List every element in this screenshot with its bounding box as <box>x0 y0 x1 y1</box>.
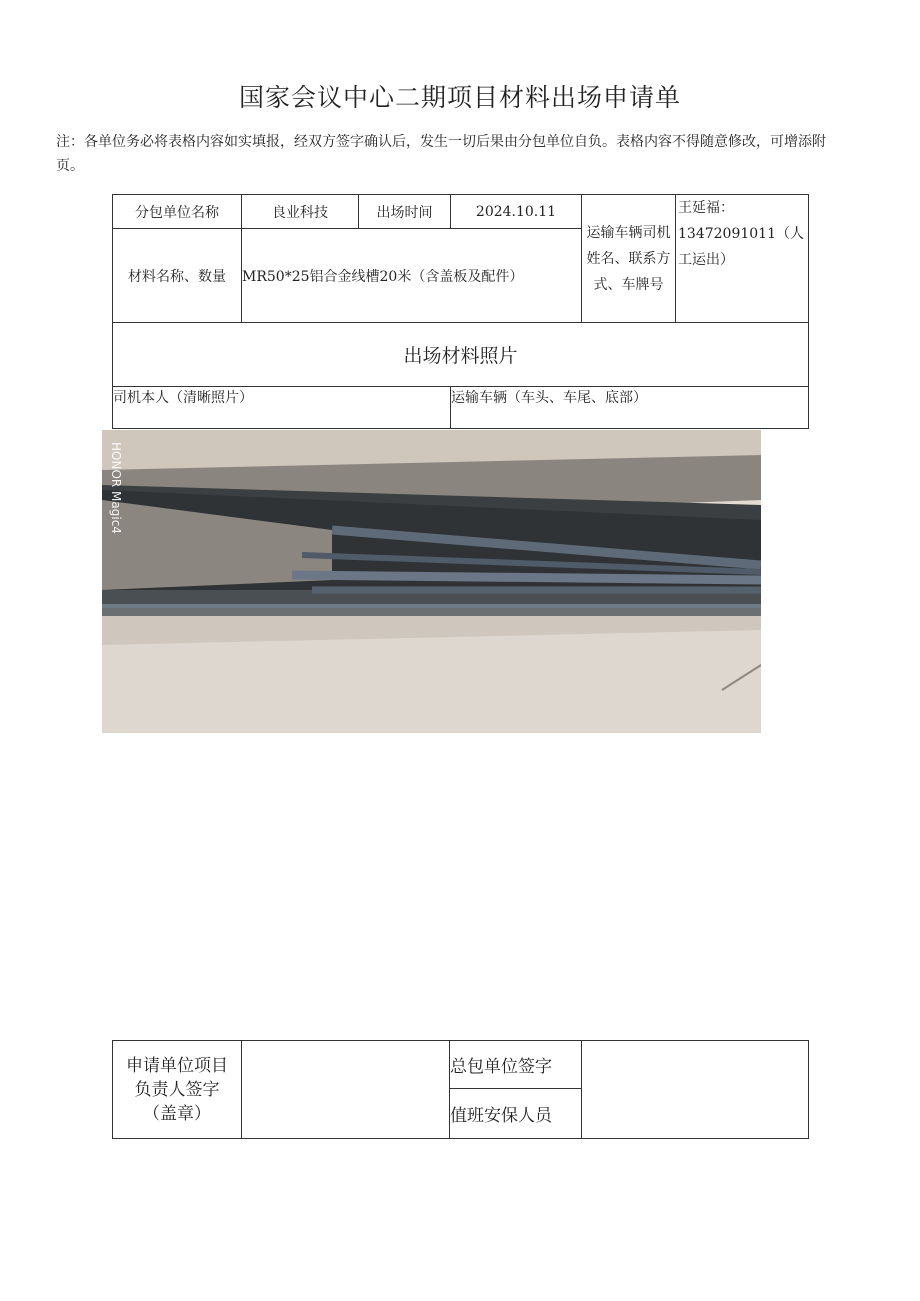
signature-table <box>112 1040 809 1139</box>
document-title: 国家会议中心二期项目材料出场申请单 <box>238 83 681 112</box>
general-contractor-label: 总包单位签字 <box>450 1041 582 1089</box>
application-form-table <box>112 194 809 429</box>
material-label: 材料名称、数量 <box>113 229 242 323</box>
security-staff-label: 值班安保人员 <box>450 1089 582 1139</box>
vehicle-photo-label: 运输车辆（车头、车尾、底部） <box>451 387 809 429</box>
applicant-signature-label: 申请单位项目负责人签字（盖章） <box>113 1041 242 1139</box>
applicant-signature-field[interactable] <box>242 1041 450 1139</box>
material-value: MR50*25铝合金线槽20米（含盖板及配件） <box>242 229 582 323</box>
exit-time-label: 出场时间 <box>359 195 451 229</box>
driver-info-value: 王延福：13472091011（人工运出） <box>676 195 809 323</box>
material-photo <box>102 430 761 733</box>
photos-header: 出场材料照片 <box>113 323 809 387</box>
driver-photo-label: 司机本人（清晰照片） <box>113 387 451 429</box>
driver-info-label: 运输车辆司机姓名、联系方式、车牌号 <box>582 195 676 323</box>
signature-field[interactable] <box>582 1041 809 1139</box>
exit-time-value: 2024.10.11 <box>451 195 582 229</box>
instruction-note: 注：各单位务必将表格内容如实填报，经双方签字确认后，发生一切后果由分包单位自负。表格内容不得随意修改，可增添附页。 <box>56 134 826 174</box>
photo-watermark: HONOR Magic4 <box>109 442 123 534</box>
sub-unit-label: 分包单位名称 <box>113 195 242 229</box>
photo-scene <box>102 430 761 733</box>
sub-unit-value: 良业科技 <box>242 195 359 229</box>
